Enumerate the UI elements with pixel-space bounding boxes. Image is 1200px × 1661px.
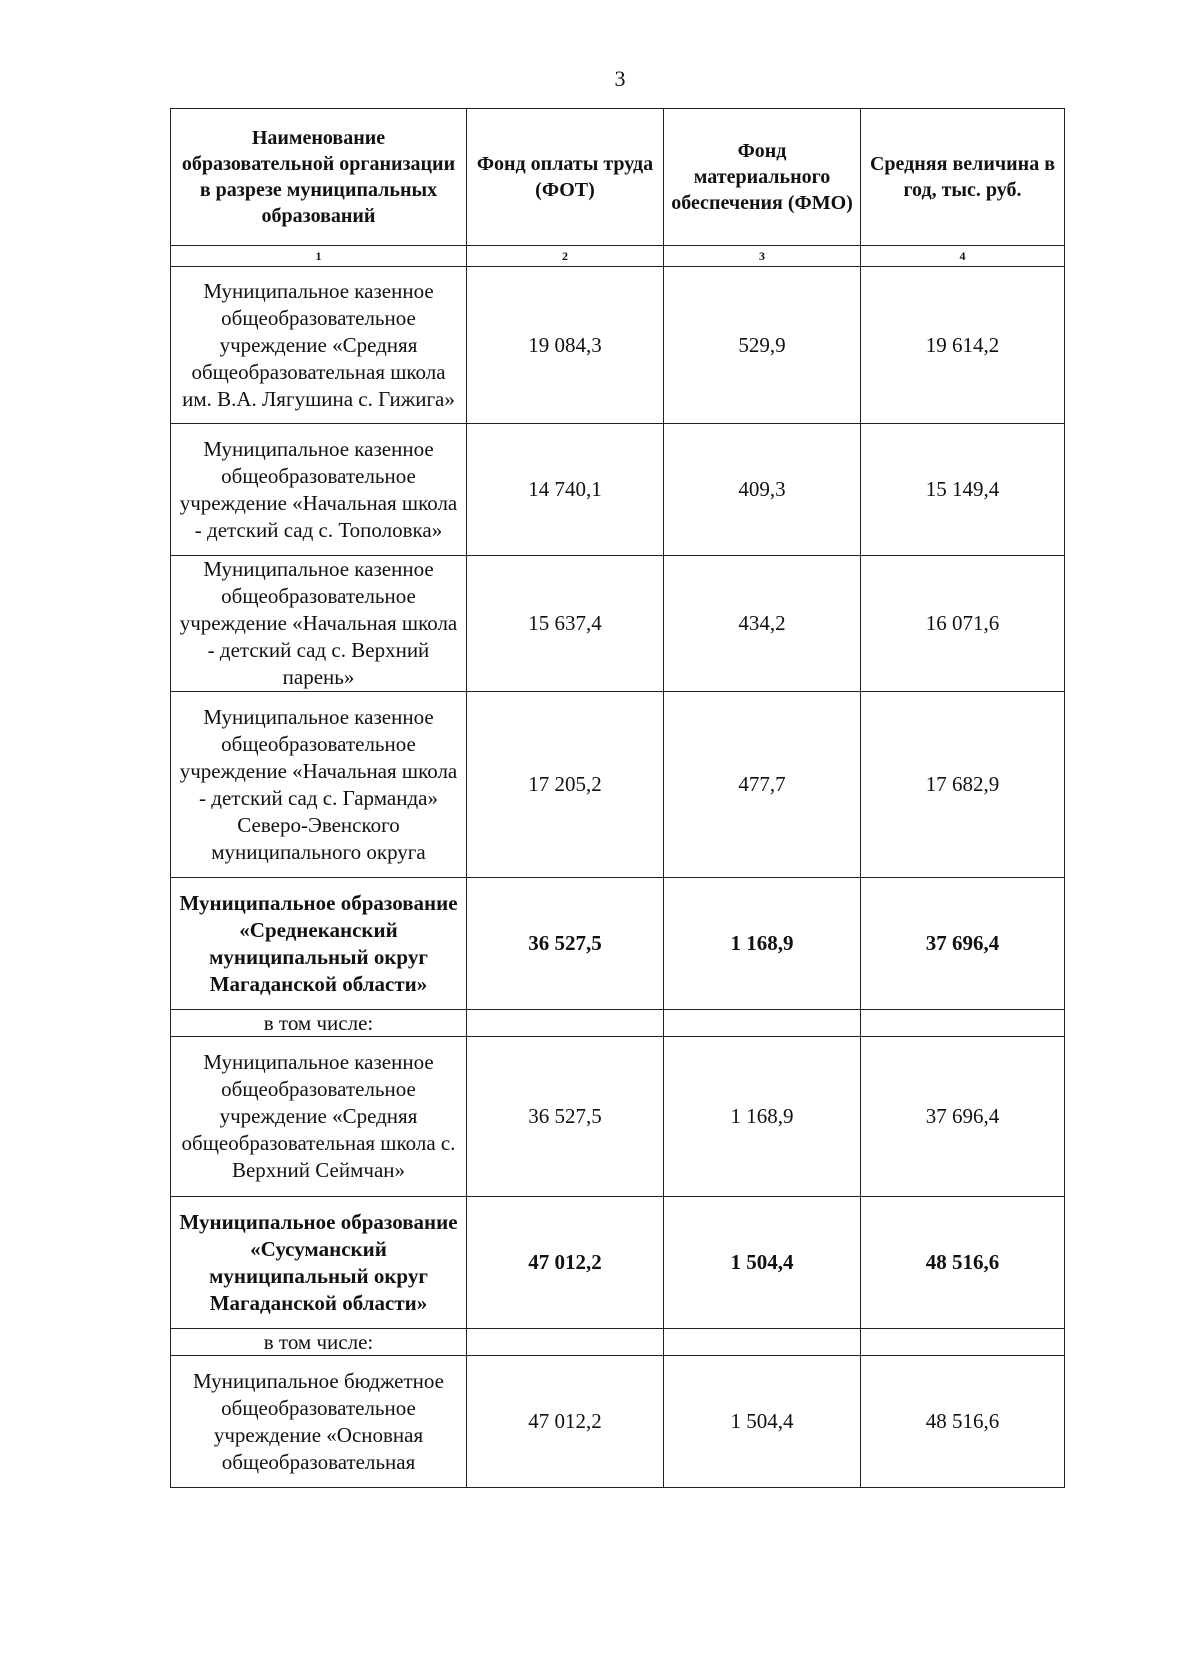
avg-value: 17 682,9 (861, 692, 1065, 878)
table-row (171, 267, 1065, 424)
empty-cell (861, 1329, 1065, 1356)
avg-value: 48 516,6 (861, 1356, 1065, 1488)
header-average: Средняя величина в год, тыс. руб. (861, 109, 1065, 246)
fot-value: 47 012,2 (467, 1356, 664, 1488)
table-row-subheading (171, 1010, 1065, 1037)
table-row-municipality-total (171, 878, 1065, 1010)
header-fot: Фонд оплаты труда (ФОТ) (467, 109, 664, 246)
fot-value: 14 740,1 (467, 424, 664, 556)
fmo-value: 529,9 (664, 267, 861, 424)
avg-value: 15 149,4 (861, 424, 1065, 556)
column-number: 1 (171, 246, 467, 267)
avg-value: 16 071,6 (861, 556, 1065, 692)
header-fmo: Фонд материального обеспечения (ФМО) (664, 109, 861, 246)
fot-value: 36 527,5 (467, 1037, 664, 1197)
empty-cell (467, 1010, 664, 1037)
fmo-value: 1 168,9 (664, 1037, 861, 1197)
fmo-value: 477,7 (664, 692, 861, 878)
avg-value: 19 614,2 (861, 267, 1065, 424)
fmo-value: 434,2 (664, 556, 861, 692)
subheading-label: в том числе: (171, 1329, 467, 1356)
column-number: 3 (664, 246, 861, 267)
subheading-label: в том числе: (171, 1010, 467, 1037)
empty-cell (467, 1329, 664, 1356)
fot-value: 19 084,3 (467, 267, 664, 424)
column-number: 2 (467, 246, 664, 267)
empty-cell (861, 1010, 1065, 1037)
budget-table (170, 108, 1065, 1488)
table-header-row (171, 109, 1065, 246)
table-row (171, 556, 1065, 692)
fot-value: 17 205,2 (467, 692, 664, 878)
fot-value: 47 012,2 (467, 1197, 664, 1329)
table-row (171, 1356, 1065, 1488)
avg-value: 48 516,6 (861, 1197, 1065, 1329)
org-name: Муниципальное казенное общеобразовательное учреждение «Начальная школа - детский сад с. Тополовка» (171, 424, 467, 556)
table-row (171, 1037, 1065, 1197)
fot-value: 36 527,5 (467, 878, 664, 1010)
org-name: Муниципальное казенное общеобразовательное учреждение «Средняя общеобразовательная школа с. Верхний Сеймчан» (171, 1037, 467, 1197)
fmo-value: 1 504,4 (664, 1197, 861, 1329)
table-row (171, 692, 1065, 878)
fmo-value: 1 168,9 (664, 878, 861, 1010)
municipality-name: Муниципальное образование «Сусуманский муниципальный округ Магаданской области» (171, 1197, 467, 1329)
org-name: Муниципальное казенное общеобразовательное учреждение «Начальная школа - детский сад с. Верхний парень» (171, 556, 467, 692)
table-row (171, 424, 1065, 556)
avg-value: 37 696,4 (861, 1037, 1065, 1197)
org-name: Муниципальное казенное общеобразовательное учреждение «Средняя общеобразовательная школа им. В.А. Лягушина с. Гижига» (171, 267, 467, 424)
fmo-value: 409,3 (664, 424, 861, 556)
fmo-value: 1 504,4 (664, 1356, 861, 1488)
avg-value: 37 696,4 (861, 878, 1065, 1010)
empty-cell (664, 1329, 861, 1356)
header-organization: Наименование образовательной организации в разрезе муниципальных образований (171, 109, 467, 246)
column-number: 4 (861, 246, 1065, 267)
empty-cell (664, 1010, 861, 1037)
fot-value: 15 637,4 (467, 556, 664, 692)
org-name: Муниципальное бюджетное общеобразовательное учреждение «Основная общеобразовательная (171, 1356, 467, 1488)
column-number-row (171, 246, 1065, 267)
page-number: 3 (614, 66, 626, 91)
municipality-name: Муниципальное образование «Среднеканский муниципальный округ Магаданской области» (171, 878, 467, 1010)
table-row-subheading (171, 1329, 1065, 1356)
org-name: Муниципальное казенное общеобразовательное учреждение «Начальная школа - детский сад с. Гарманда» Северо-Эвенского муниципального округа (171, 692, 467, 878)
table-row-municipality-total (171, 1197, 1065, 1329)
